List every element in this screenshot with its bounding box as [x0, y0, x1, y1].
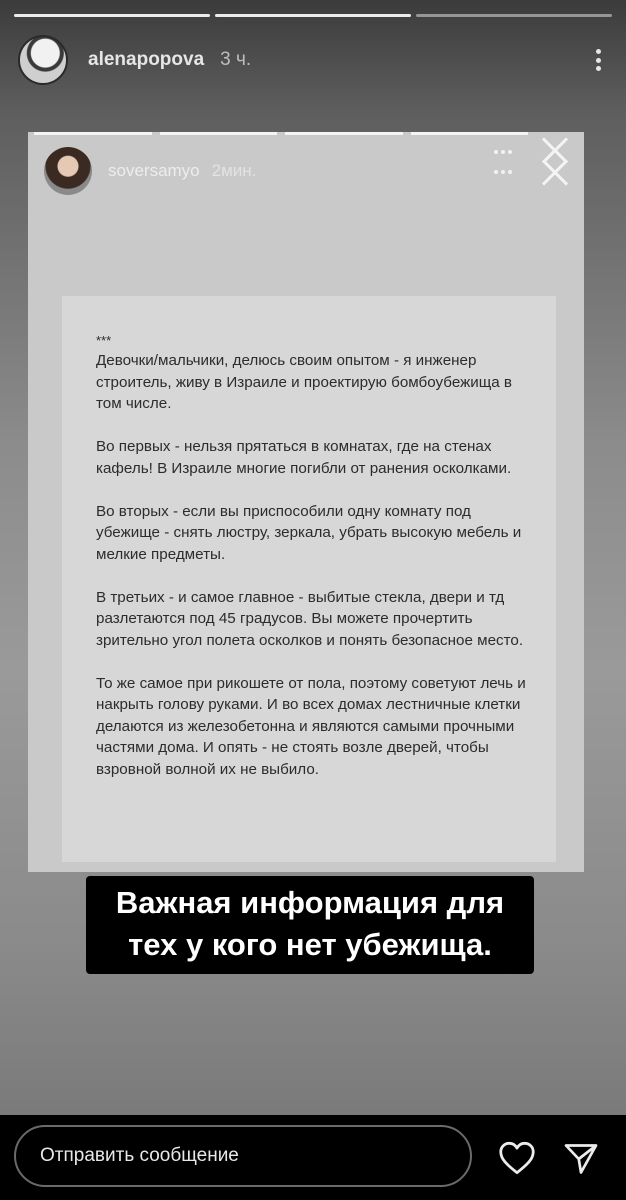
reposted-author-username: soversamyo	[108, 161, 200, 180]
author-username[interactable]: alenapopova	[88, 49, 205, 70]
reposted-timestamp: 2мин.	[211, 161, 257, 180]
note-paragraph: Во вторых - если вы приспособили одну комнату под убежище - снять люстру, зеркала, убрать высокую мебель и мелкие предметы.	[96, 502, 522, 563]
note-paragraph: В третьих - и самое главное - выбитые стекла, двери и тд разлетаются под 45 градусов. Вы можете прочертить зрительно угол полета осколков и понять безопасное место.	[96, 588, 524, 649]
progress-segment	[14, 14, 210, 17]
progress-segment	[416, 14, 612, 17]
heart-icon[interactable]	[498, 1141, 536, 1175]
note-stars: ***	[96, 333, 112, 348]
reply-bar	[0, 1115, 626, 1200]
close-icon	[540, 158, 570, 188]
note-text	[96, 332, 536, 802]
progress-segment	[215, 14, 411, 17]
more-vertical-icon[interactable]	[588, 45, 608, 75]
more-horizontal-icon	[494, 170, 512, 174]
reposted-header	[44, 146, 568, 196]
note-paragraph: Во первых - нельзя прятаться в комнатах, где на стенах кафель! В Израиле многие погибли от ранения осколками.	[96, 438, 512, 477]
reposted-progress-bar	[34, 132, 528, 135]
story-progress-bar	[14, 14, 612, 17]
reposted-author-avatar	[44, 147, 92, 195]
note-paragraph: То же самое при рикошете от пола, поэтому советуют лечь и накрыть голову руками. И во всех домах лестничные клетки делаются из железобетонна и являются самыми прочными частями дома. И опять - не стоять возле дверей, чтобы взровной волной их не выбило.	[96, 674, 526, 778]
story-caption	[86, 876, 534, 974]
author-avatar[interactable]	[18, 35, 68, 85]
more-horizontal-icon	[494, 150, 512, 154]
story-header	[18, 34, 608, 86]
caption-line: Важная информация для	[115, 885, 505, 920]
send-message-input[interactable]: Отправить сообщение	[14, 1125, 472, 1187]
story-timestamp: 3 ч.	[220, 49, 252, 70]
caption-line: тех у кого нет убежища.	[128, 927, 492, 962]
send-icon[interactable]	[562, 1141, 600, 1177]
note-paragraph: Девочки/мальчики, делюсь своим опытом - я инженер строитель, живу в Израиле и проектирую бомбоубежища в том числе.	[96, 352, 512, 412]
